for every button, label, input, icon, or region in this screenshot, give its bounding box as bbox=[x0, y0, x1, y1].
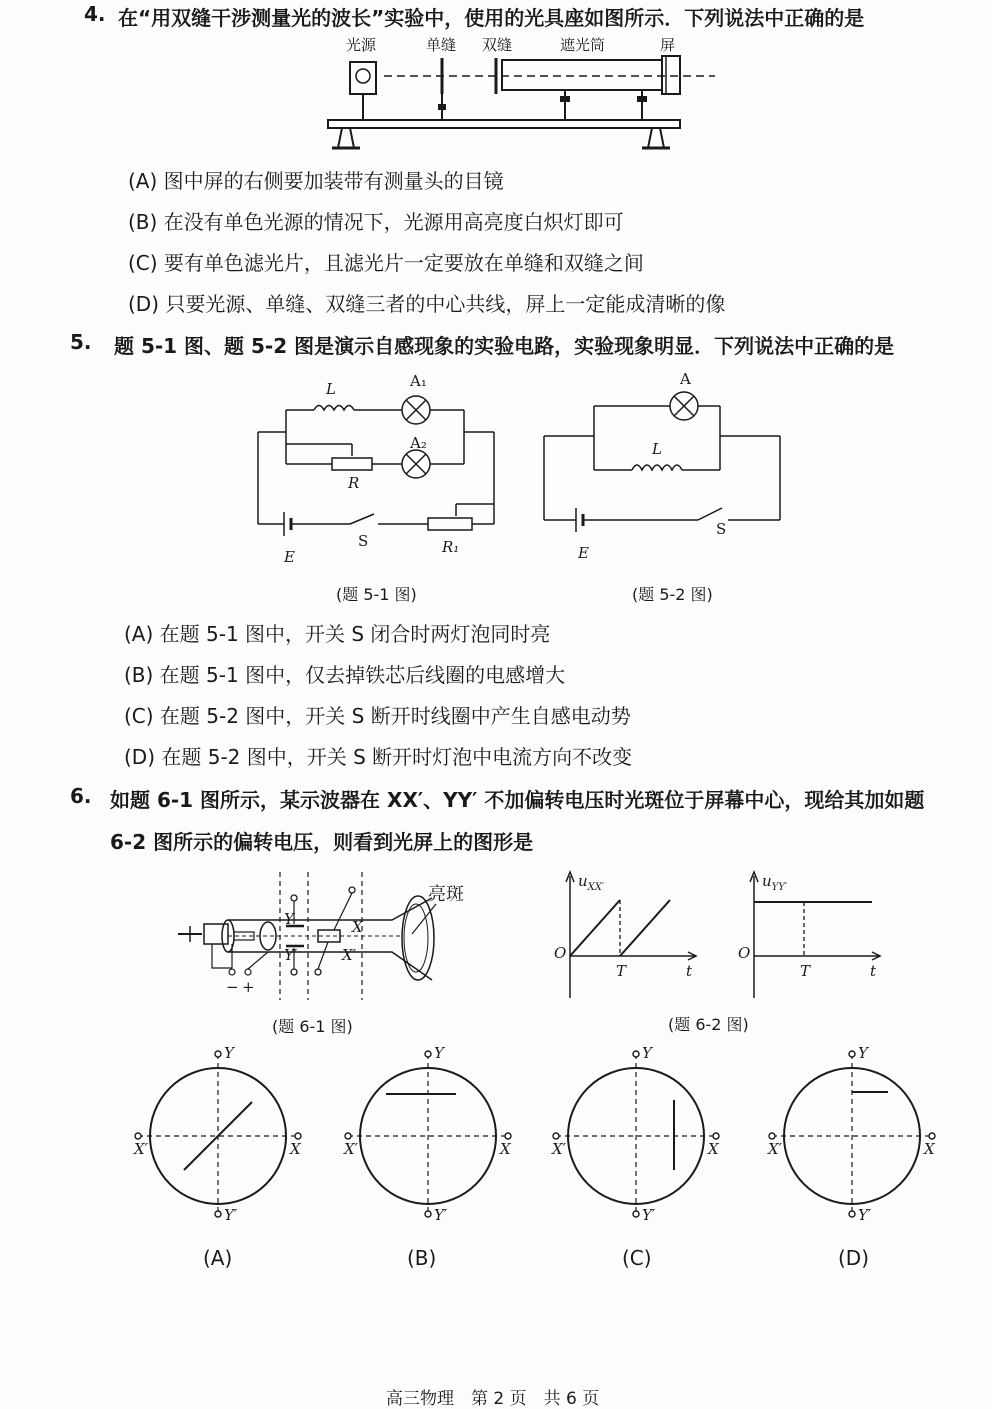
label-single-slit: 单缝 bbox=[426, 36, 457, 54]
fig51-label-E: E bbox=[284, 548, 295, 566]
graph-uxx bbox=[550, 870, 700, 1002]
svg-text:Y: Y bbox=[642, 1044, 652, 1062]
fig61-bright-spot: 亮斑 bbox=[428, 884, 464, 905]
fig52-label-E: E bbox=[578, 544, 589, 562]
choice-b-screen[interactable] bbox=[340, 1044, 520, 1224]
q5-option-d[interactable]: (D) 在题 5-2 图中，开关 S 断开时灯泡中电流方向不改变 bbox=[124, 745, 633, 769]
fig51-label-R1: R₁ bbox=[442, 538, 460, 556]
graph-uyy bbox=[734, 870, 884, 1002]
q4-option-d[interactable]: (D) 只要光源、单缝、双缝三者的中心共线，屏上一定能成清晰的像 bbox=[128, 292, 726, 316]
fig51-label-R: R bbox=[348, 474, 360, 492]
q4-number: 4. bbox=[84, 2, 106, 26]
fig61-plus: + bbox=[242, 978, 255, 996]
svg-text:Y′: Y′ bbox=[434, 1206, 448, 1224]
q6-stem-line2: 6-2 图所示的偏转电压，则看到光屏上的图形是 bbox=[110, 830, 534, 854]
page-footer: 高三物理 第 2 页 共 6 页 bbox=[386, 1389, 600, 1409]
svg-text:Y: Y bbox=[224, 1044, 234, 1062]
q4-option-c[interactable]: (C) 要有单色滤光片，且滤光片一定要放在单缝和双缝之间 bbox=[128, 251, 644, 275]
q6-number: 6. bbox=[70, 784, 92, 808]
fig62-O-2: O bbox=[738, 944, 751, 962]
q4-stem: 在“用双缝干涉测量光的波长”实验中，使用的光具座如图所示．下列说法中正确的是 bbox=[118, 6, 865, 30]
svg-text:X′: X′ bbox=[344, 1140, 359, 1158]
svg-text:Y′: Y′ bbox=[224, 1206, 238, 1224]
svg-text:X′: X′ bbox=[552, 1140, 567, 1158]
label-light-source: 光源 bbox=[346, 36, 377, 54]
fig62-uxx: u bbox=[578, 872, 588, 890]
fig62-t-2: t bbox=[870, 962, 877, 980]
fig51-caption: (题 5-1 图) bbox=[336, 585, 417, 604]
q4-option-b[interactable]: (B) 在没有单色光源的情况下，光源用高亮度白炽灯即可 bbox=[128, 210, 624, 234]
fig52-label-L: L bbox=[652, 440, 662, 458]
choice-d-label[interactable]: (D) bbox=[838, 1246, 870, 1270]
svg-text:Y′: Y′ bbox=[642, 1206, 656, 1224]
svg-text:uYY′ bbox=[762, 872, 788, 893]
fig61-caption: (题 6-1 图) bbox=[272, 1017, 353, 1036]
circuit-5-1 bbox=[246, 372, 506, 572]
choice-c-label[interactable]: (C) bbox=[622, 1246, 652, 1270]
fig61-X: X bbox=[352, 918, 363, 936]
q5-option-c[interactable]: (C) 在题 5-2 图中，开关 S 断开时线圈中产生自感电动势 bbox=[124, 704, 631, 728]
q5-stem: 题 5-1 图、题 5-2 图是演示自感现象的实验电路，实验现象明显．下列说法中正确的是 bbox=[114, 334, 895, 358]
oscilloscope-diagram bbox=[176, 868, 476, 1008]
q6-stem-line1: 如题 6-1 图所示，某示波器在 XX′、YY′ 不加偏转电压时光斑位于屏幕中心，现给其加如题 bbox=[110, 788, 925, 812]
fig61-Y: Y bbox=[284, 910, 294, 928]
svg-text:Y′: Y′ bbox=[858, 1206, 872, 1224]
fig62-T-1: T bbox=[616, 962, 627, 980]
choice-a-label[interactable]: (A) bbox=[203, 1246, 233, 1270]
svg-text:X: X bbox=[708, 1140, 719, 1158]
label-screen: 屏 bbox=[660, 36, 676, 54]
choice-a-screen[interactable] bbox=[130, 1044, 310, 1224]
svg-text:X′: X′ bbox=[768, 1140, 783, 1158]
fig62-O-1: O bbox=[554, 944, 567, 962]
q5-number: 5. bbox=[70, 330, 92, 354]
fig61-Xp: X′ bbox=[342, 946, 357, 964]
svg-text:X: X bbox=[924, 1140, 935, 1158]
q4-option-a[interactable]: (A) 图中屏的右侧要加装带有测量头的目镜 bbox=[128, 169, 504, 193]
q5-option-a[interactable]: (A) 在题 5-1 图中，开关 S 闭合时两灯泡同时亮 bbox=[124, 622, 551, 646]
svg-text:X′: X′ bbox=[134, 1140, 149, 1158]
fig51-label-L: L bbox=[326, 380, 336, 398]
fig51-label-A1: A₁ bbox=[410, 372, 427, 390]
fig51-label-A2: A₂ bbox=[410, 434, 427, 452]
q5-option-b[interactable]: (B) 在题 5-1 图中，仅去掉铁芯后线圈的电感增大 bbox=[124, 663, 566, 687]
fig52-caption: (题 5-2 图) bbox=[632, 585, 713, 604]
label-double-slit: 双缝 bbox=[482, 36, 513, 54]
optical-bench-diagram bbox=[320, 32, 720, 154]
fig52-label-A: A bbox=[680, 372, 691, 388]
fig62-uyy: u bbox=[762, 872, 772, 890]
circuit-5-2 bbox=[530, 372, 790, 572]
fig62-t-1: t bbox=[686, 962, 693, 980]
fig62-caption: (题 6-2 图) bbox=[668, 1015, 749, 1034]
svg-text:X: X bbox=[500, 1140, 511, 1158]
svg-text:X: X bbox=[290, 1140, 301, 1158]
fig62-uyy-sub: YY′ bbox=[771, 882, 788, 893]
svg-text:Y: Y bbox=[858, 1044, 868, 1062]
choice-c-screen[interactable] bbox=[548, 1044, 728, 1224]
choice-d-screen[interactable] bbox=[764, 1044, 944, 1224]
fig61-Yp: Y′ bbox=[284, 946, 298, 964]
fig62-uxx-sub: XX′ bbox=[587, 882, 605, 893]
svg-text:uXX′ bbox=[578, 872, 605, 893]
label-tube: 遮光筒 bbox=[560, 36, 606, 54]
fig62-T-2: T bbox=[800, 962, 811, 980]
choice-b-label[interactable]: (B) bbox=[407, 1246, 437, 1270]
fig51-label-S: S bbox=[358, 532, 369, 550]
svg-text:Y: Y bbox=[434, 1044, 444, 1062]
fig52-label-S: S bbox=[716, 520, 727, 538]
fig61-minus: − bbox=[226, 978, 239, 996]
